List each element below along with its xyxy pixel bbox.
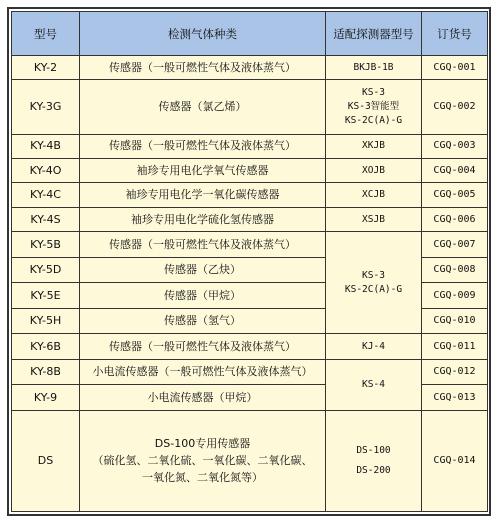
gas-line: 一氧化氮、二氧化氮等）: [142, 471, 263, 485]
detector-cell: XKJB: [326, 134, 422, 158]
model-cell: KY-6B: [12, 334, 80, 360]
gas-cell: 小电流传感器（甲烷）: [80, 385, 326, 411]
detector-line: KS-3: [362, 269, 385, 281]
table-row: [12, 183, 488, 207]
model-cell: KY-5D: [12, 257, 80, 283]
sensor-catalog-table: [11, 11, 488, 512]
header-model: 型号: [12, 12, 80, 56]
order-cell: CGQ-012: [422, 359, 488, 385]
order-cell: CGQ-006: [422, 207, 488, 231]
order-cell: CGQ-002: [422, 80, 488, 134]
gas-cell: 传感器（甲烷）: [80, 283, 326, 309]
model-cell: DS: [12, 410, 80, 511]
table-row: [12, 232, 488, 258]
detector-line: KS-2C(A)-G: [344, 283, 403, 295]
detector-cell: KJ-4: [326, 334, 422, 360]
order-cell: CGQ-009: [422, 283, 488, 309]
gas-cell: 传感器（氯乙烯）: [80, 80, 326, 134]
detector-line: DS-100: [356, 444, 391, 456]
gas-cell: 传感器（氢气）: [80, 308, 326, 334]
table-row: [12, 359, 488, 385]
detector-line: DS-200: [356, 464, 391, 476]
gas-cell: 传感器（一般可燃性气体及液体蒸气）: [80, 334, 326, 360]
detector-cell: [326, 232, 422, 334]
detector-line: KS-2C(A)-G: [344, 115, 403, 126]
gas-cell: 传感器（一般可燃性气体及液体蒸气）: [80, 56, 326, 80]
gas-cell: 袖珍专用电化学硫化氢传感器: [80, 207, 326, 231]
gas-cell: 小电流传感器（一般可燃性气体及液体蒸气）: [80, 359, 326, 385]
model-cell: KY-2: [12, 56, 80, 80]
detector-cell: BKJB-1B: [326, 56, 422, 80]
gas-cell: 传感器（一般可燃性气体及液体蒸气）: [80, 134, 326, 158]
order-cell: CGQ-010: [422, 308, 488, 334]
order-cell: CGQ-014: [422, 410, 488, 511]
detector-cell: [326, 80, 422, 134]
table-row: [12, 134, 488, 158]
order-cell: CGQ-004: [422, 159, 488, 183]
header-row: [12, 12, 488, 56]
detector-cell: XOJB: [326, 159, 422, 183]
detector-cell: KS-4: [326, 359, 422, 410]
gas-cell: [80, 410, 326, 511]
model-cell: KY-5H: [12, 308, 80, 334]
table-row: [12, 334, 488, 360]
order-cell: CGQ-003: [422, 134, 488, 158]
detector-line: KS-3智能型: [347, 101, 400, 112]
gas-cell: 袖珍专用电化学氧气传感器: [80, 159, 326, 183]
order-cell: CGQ-005: [422, 183, 488, 207]
model-cell: KY-5E: [12, 283, 80, 309]
order-cell: CGQ-013: [422, 385, 488, 411]
model-cell: KY-4B: [12, 134, 80, 158]
gas-line: （硫化氢、二氧化硫、一氧化碳、二氧化碳、: [92, 454, 313, 468]
model-cell: KY-4O: [12, 159, 80, 183]
model-cell: KY-5B: [12, 232, 80, 258]
gas-cell: 传感器（乙炔）: [80, 257, 326, 283]
order-cell: CGQ-008: [422, 257, 488, 283]
order-cell: CGQ-011: [422, 334, 488, 360]
order-cell: CGQ-007: [422, 232, 488, 258]
gas-line: DS-100专用传感器: [154, 437, 251, 451]
model-cell: KY-8B: [12, 359, 80, 385]
detector-cell: XSJB: [326, 207, 422, 231]
model-cell: KY-9: [12, 385, 80, 411]
table-row: [12, 56, 488, 80]
header-detector: 适配探测器型号: [326, 12, 422, 56]
table-row: [12, 207, 488, 231]
header-gas-type: 检测气体种类: [80, 12, 326, 56]
detector-cell: XCJB: [326, 183, 422, 207]
model-cell: KY-4S: [12, 207, 80, 231]
table-row: [12, 80, 488, 134]
detector-cell: [326, 410, 422, 511]
gas-cell: 传感器（一般可燃性气体及液体蒸气）: [80, 232, 326, 258]
detector-line: KS-3: [362, 87, 385, 98]
model-cell: KY-3G: [12, 80, 80, 134]
gas-cell: 袖珍专用电化学一氧化碳传感器: [80, 183, 326, 207]
order-cell: CGQ-001: [422, 56, 488, 80]
header-order-no: 订货号: [422, 12, 488, 56]
model-cell: KY-4C: [12, 183, 80, 207]
table-row: [12, 159, 488, 183]
table-row: [12, 410, 488, 511]
